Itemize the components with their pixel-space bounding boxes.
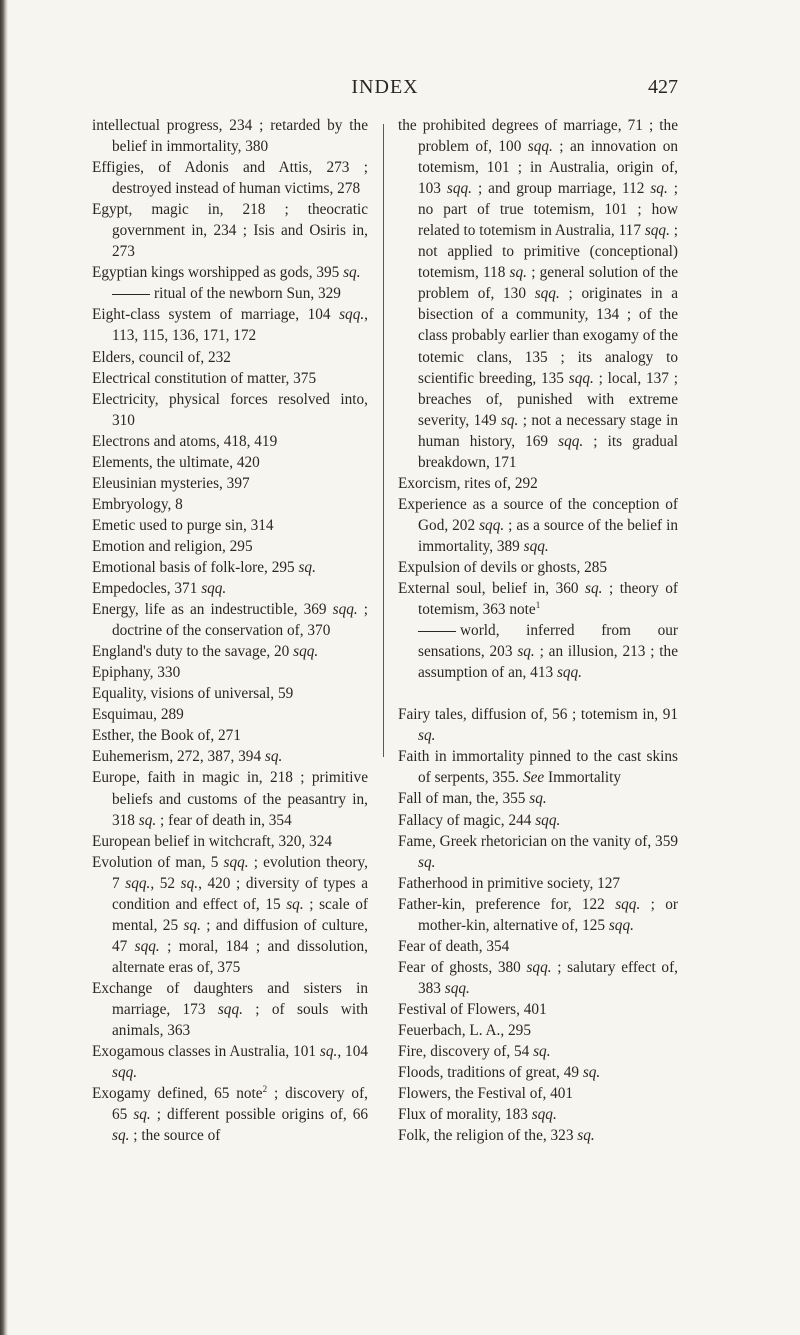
repeat-dash — [418, 631, 456, 632]
index-subentry: ritual of the newborn Sun, 329 — [92, 283, 368, 304]
index-entry: Feuerbach, L. A., 295 — [398, 1021, 531, 1039]
index-entry: Emotional basis of folk-lore, 295 sq. — [92, 558, 316, 576]
index-entry: Elders, council of, 232 — [92, 348, 231, 366]
index-entry: Festival of Flowers, 401 — [398, 1000, 547, 1018]
index-column-right — [398, 115, 678, 1146]
index-entry: Fallacy of magic, 244 sqq. — [398, 811, 561, 829]
index-subentry: world, inferred from our sensations, 203 sq. ; an illusion, 213 ; the assumption of an, 413 sqq. — [418, 622, 678, 682]
index-entry: Exchange of daughters and sisters in marriage, 173 sqq. ; of souls with animals, 363 — [92, 979, 368, 1040]
running-head — [92, 76, 678, 102]
index-entry: Father-kin, preference for, 122 sqq. ; or mother-kin, alternative of, 125 sqq. — [398, 895, 678, 934]
index-entry: Energy, life as an indestructible, 369 sqq. ; doctrine of the conservation of, 370 — [92, 601, 369, 640]
index-entry: European belief in witchcraft, 320, 324 — [92, 832, 332, 850]
index-entry: Empedocles, 371 sqq. — [92, 580, 227, 598]
index-entry: Fire, discovery of, 54 sq. — [398, 1043, 551, 1061]
index-entry: Fairy tales, diffusion of, 56 ; totemism in, 91 sq. — [398, 706, 678, 745]
index-entry: Experience as a source of the conception of God, 202 sqq. ; as a source of the belief in immortality, 389 sqq. — [398, 495, 678, 555]
index-entry: Fame, Greek rhetorician on the vanity of, 359 sq. — [398, 832, 678, 871]
index-entry: Equality, visions of universal, 59 — [92, 685, 294, 703]
index-entry: Egyptian kings worshipped as gods, 395 sq. — [92, 264, 361, 282]
index-entry: Esquimau, 289 — [92, 706, 184, 724]
index-entry: Fall of man, the, 355 sq. — [398, 790, 547, 808]
index-entry: Emotion and religion, 295 — [92, 537, 253, 555]
index-entry: Electricity, physical forces resolved into, 310 — [92, 390, 368, 429]
page-title: INDEX — [351, 76, 419, 98]
index-entry: Esther, the Book of, 271 — [92, 727, 241, 745]
index-entry: Emetic used to purge sin, 314 — [92, 516, 274, 534]
index-entry: Elements, the ultimate, 420 — [92, 453, 260, 471]
index-entry: Exorcism, rites of, 292 — [398, 474, 538, 492]
index-entry: intellectual progress, 234 ; retarded by the belief in immortality, 380 — [92, 117, 368, 156]
index-entry: Eight-class system of marriage, 104 sqq., 113, 115, 136, 171, 172 — [92, 306, 368, 345]
page-number: 427 — [648, 76, 678, 98]
index-entry: Electrical constitution of matter, 375 — [92, 369, 317, 387]
index-entry: External soul, belief in, 360 sq. ; theory of totemism, 363 note$^1$ — [398, 580, 679, 619]
index-entry: Floods, traditions of great, 49 sq. — [398, 1064, 601, 1082]
index-entry: Fear of ghosts, 380 sqq. ; salutary effect of, 383 sqq. — [398, 958, 678, 997]
index-entry: Folk, the religion of the, 323 sq. — [398, 1127, 595, 1145]
index-entry: Eleusinian mysteries, 397 — [92, 474, 250, 492]
column-divider — [383, 124, 384, 757]
page-binding-edge — [0, 0, 8, 1335]
index-entry: Flux of morality, 183 sqq. — [398, 1106, 557, 1124]
index-entry: Evolution of man, 5 sqq. ; evolution theory, 7 sqq., 52 sq., 420 ; diversity of types a condition and effect of, 15 sq. ; scale of mental, 25 sq. ; and diffusion of culture, 47 sqq. ; moral, 184 ; and dissolution, alternate eras of, 375 — [92, 853, 369, 976]
index-entry: Expulsion of devils or ghosts, 285 — [398, 558, 608, 576]
index-entry: Effigies, of Adonis and Attis, 273 ; destroyed instead of human victims, 278 — [92, 159, 368, 198]
index-entry: Euhemerism, 272, 387, 394 sq. — [92, 748, 283, 766]
index-entry: Europe, faith in magic in, 218 ; primitive beliefs and customs of the peasantry in, 318 sq. ; fear of death in, 354 — [92, 769, 368, 829]
index-entry: England's duty to the savage, 20 sqq. — [92, 643, 319, 661]
index-entry: Egypt, magic in, 218 ; theocratic government in, 234 ; Isis and Osiris in, 273 — [92, 201, 368, 261]
index-entry: Embryology, 8 — [92, 495, 183, 513]
index-entry-continued: the prohibited degrees of marriage, 71 ; the problem of, 100 sqq. ; an innovation on totemism, 101 ; in Australia, origin of, 103 sqq. ; and group marriage, 112 sq. ; no part of true totemism, 101 ; how related to totemism in Australia, 117 sqq. ; not applied to primitive (conceptional) totemism, 118 sq. ; general solution of the problem of, 130 sqq. ; originates in a bisection of a community, 134 ; of the class probably earlier than exogamy of the totemic clans, 135 ; its analogy to scientific breeding, 135 sqq. ; local, 137 ; breaches of, punished with extreme severity, 149 sq. ; not a necessary stage in human history, 169 sqq. ; its gradual breakdown, 171 — [398, 117, 679, 471]
index-entry: Faith in immortality pinned to the cast skins of serpents, 355. See Immortality — [398, 748, 678, 787]
index-entry: Fatherhood in primitive society, 127 — [398, 874, 621, 892]
index-entry: Epiphany, 330 — [92, 664, 181, 682]
index-entry: Fear of death, 354 — [398, 937, 510, 955]
index-entry: Flowers, the Festival of, 401 — [398, 1085, 574, 1103]
index-entry: Electrons and atoms, 418, 419 — [92, 432, 278, 450]
index-entry: Exogamous classes in Australia, 101 sq., 104 sqq. — [92, 1043, 368, 1082]
index-entry: Exogamy defined, 65 note$^2$ ; discovery of, 65 sq. ; different possible origins of, 66 sq. ; the source of — [92, 1084, 369, 1145]
index-column-left — [92, 115, 368, 1146]
repeat-dash — [112, 294, 150, 295]
